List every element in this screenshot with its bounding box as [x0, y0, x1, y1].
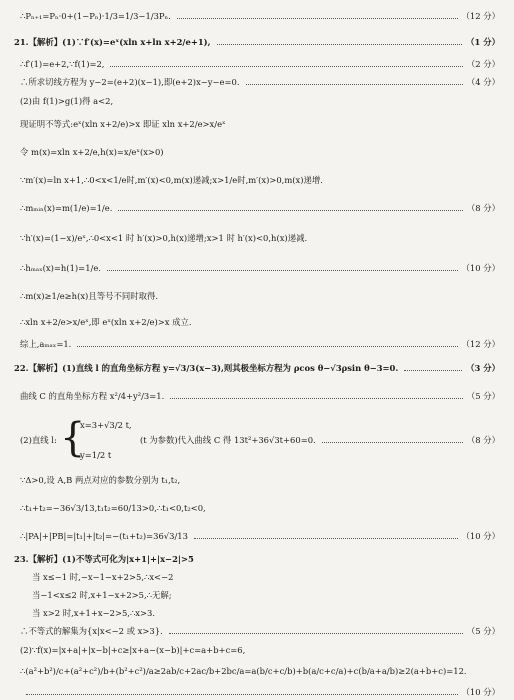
- dotted-leader: [404, 370, 462, 371]
- score-mark: （8 分）: [466, 435, 500, 445]
- dotted-leader: [169, 633, 463, 634]
- score-mark: （10 分）: [461, 263, 500, 273]
- solution-text: ∴所求切线方程为 y−2=(e+2)(x−1),即(e+2)x−y−e=0.: [20, 77, 240, 87]
- solution-text: ∴t₁+t₂=−36√3/13,t₁t₂=60/13>0,∴t₁<0,t₂<0,: [20, 503, 206, 513]
- solution-text: 22.【解析】(1)直线 l 的直角坐标方程 y=√3/3(x−3),则其极坐标方程为 ρcos θ−√3ρsin θ−3=0.: [14, 363, 399, 373]
- dotted-leader: [110, 66, 463, 67]
- score-mark: （3 分）: [466, 363, 500, 373]
- solution-text: 当 x≤−1 时,−x−1−x+2>5,∴x<−2: [32, 572, 174, 582]
- solution-text: ∴m(x)≥1/e≥h(x)且等号不同时取得.: [20, 291, 158, 301]
- solution-text: 现证明不等式:eˣ(xln x+2/e)>x 即证 xln x+2/e>x/eˣ: [20, 119, 226, 129]
- solution-text: 23.【解析】(1)不等式可化为|x+1|+|x−2|>5: [14, 554, 194, 564]
- score-mark: （5 分）: [466, 391, 500, 401]
- score-mark: （8 分）: [466, 203, 500, 213]
- solution-text: 曲线 C 的直角坐标方程 x²/4+y²/3=1.: [20, 391, 165, 401]
- solution-text: ∴xln x+2/e>x/eˣ,即 eˣ(xln x+2/e)>x 成立.: [20, 317, 192, 327]
- score-mark: （2 分）: [466, 59, 500, 69]
- solution-text: ∵Δ>0,设 A,B 两点对应的参数分别为 t₁,t₂,: [20, 475, 181, 485]
- dotted-leader: [322, 442, 463, 443]
- score-mark: （10 分）: [461, 531, 500, 541]
- score-mark: （12 分）: [461, 11, 500, 21]
- solution-text: ∴(a²+b²)/c+(a²+c²)/b+(b²+c²)/a≥2ab/c+2ac/b+2bc/a=a(b/c+c/b)+b(a/c+c/a)+c(b/a+a/b)≥2(a+b+c)=12.: [20, 666, 467, 676]
- solution-text: ∴Pₙ₊₁=Pₙ·0+(1−Pₙ)·1/3=1/3−1/3Pₙ.: [20, 11, 171, 21]
- param-brace: {: [60, 415, 86, 461]
- dotted-leader: [118, 210, 463, 211]
- solution-text: (2)直线 l:: [20, 435, 57, 445]
- param-eq-y: y=1/2 t: [80, 450, 112, 460]
- score-mark: （4 分）: [466, 77, 500, 87]
- dotted-leader: [77, 346, 458, 347]
- solution-text: 21.【解析】(1)∵f′(x)=eˣ(xln x+ln x+2/e+1),: [14, 37, 211, 47]
- param-eq-x: x=3+√3/2 t,: [80, 420, 132, 430]
- solution-text: ∴f′(1)=e+2,∵f(1)=2,: [20, 59, 105, 69]
- solution-text: (t 为参数)代入曲线 C 得 13t²+36√3t+60=0.: [140, 435, 316, 445]
- solution-text: 令 m(x)=xln x+2/e,h(x)=x/eˣ(x>0): [20, 147, 164, 157]
- dotted-leader: [26, 694, 458, 695]
- dotted-leader: [170, 398, 463, 399]
- solution-text: ∵m′(x)=ln x+1,∴0<x<1/e时,m′(x)<0,m(x)递减;x>1/e时,m′(x)>0,m(x)递增.: [20, 175, 323, 185]
- score-mark: （12 分）: [461, 339, 500, 349]
- dotted-leader: [177, 18, 458, 19]
- dotted-leader: [107, 270, 458, 271]
- dotted-leader: [194, 538, 458, 539]
- solution-text: ∴不等式的解集为{x|x<−2 或 x>3}.: [20, 626, 163, 636]
- solution-text: ∵h′(x)=(1−x)/eˣ,∴0<x<1 时 h′(x)>0,h(x)递增;x>1 时 h′(x)<0,h(x)递减.: [20, 233, 308, 243]
- solution-text: ∴|PA|+|PB|=|t₁|+|t₂|=−(t₁+t₂)=36√3/13: [20, 531, 188, 541]
- solution-text: 当 x>2 时,x+1+x−2>5,∴x>3.: [32, 608, 156, 618]
- score-mark: （10 分）: [461, 687, 500, 697]
- solution-text: 当−1<x≤2 时,x+1−x+2>5,∴无解;: [32, 590, 172, 600]
- score-mark: （1 分）: [466, 37, 500, 47]
- solution-text: (2)∵f(x)=|x+a|+|x−b|+c≥|x+a−(x−b)|+c=a+b+c=6,: [20, 645, 246, 655]
- score-mark: （5 分）: [466, 626, 500, 636]
- dotted-leader: [217, 44, 462, 45]
- solution-text: 综上,aₘₐₓ=1.: [20, 339, 72, 349]
- solution-text: (2)由 f(1)>g(1)得 a<2,: [20, 96, 114, 106]
- solution-text: ∴hₘₐₓ(x)=h(1)=1/e.: [20, 263, 101, 273]
- dotted-leader: [246, 84, 463, 85]
- solution-text: ∴mₘᵢₙ(x)=m(1/e)=1/e.: [20, 203, 113, 213]
